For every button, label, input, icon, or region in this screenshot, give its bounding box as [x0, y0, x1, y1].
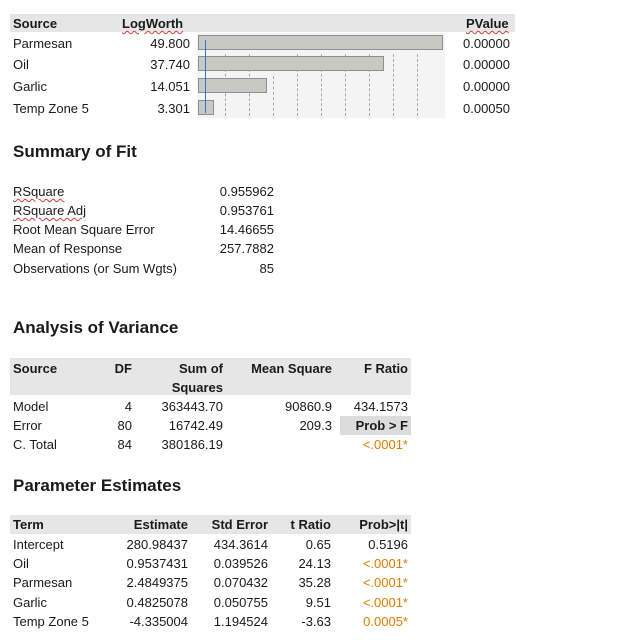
significance-reference-line — [205, 40, 206, 113]
fit-value-mean-response: 257.7882 — [219, 241, 274, 256]
pe-row-std-error: 434.3614 — [213, 537, 268, 552]
pe-row-t-ratio: 0.65 — [305, 537, 331, 552]
anova-row-ss: 380186.19 — [161, 437, 223, 452]
effect-row-source: Parmesan — [13, 36, 73, 51]
pe-row-std-error: 0.050755 — [213, 595, 268, 610]
logworth-bar-temp-zone-5 — [198, 100, 214, 115]
anova-row-df: 4 — [124, 399, 132, 414]
summary-of-fit-title: Summary of Fit — [13, 142, 137, 161]
effect-header-band — [10, 14, 515, 32]
pe-row-term: Oil — [13, 556, 29, 571]
fit-label-rmse: Root Mean Square Error — [13, 222, 155, 237]
anova-title: Analysis of Variance — [13, 318, 179, 337]
anova-header-ss-line1: Sum of — [178, 361, 223, 376]
pe-header-estimate: Estimate — [133, 517, 188, 532]
effect-row-pvalue: 0.00050 — [463, 101, 510, 116]
anova-row-ms: 209.3 — [299, 418, 332, 433]
bar-gridline — [393, 54, 394, 116]
anova-row-df: 84 — [117, 437, 132, 452]
effect-row-source: Garlic — [13, 79, 47, 94]
anova-header-source: Source — [13, 361, 58, 376]
effect-row-pvalue: 0.00000 — [463, 79, 510, 94]
anova-row-source: Model — [13, 399, 49, 414]
pe-row-t-ratio: 35.28 — [298, 575, 331, 590]
pe-header-prob-t: Prob>|t| — [359, 517, 408, 532]
logworth-bar-parmesan — [198, 35, 443, 50]
pe-row-estimate: 280.98437 — [126, 537, 188, 552]
pe-row-prob-t: <.0001* — [362, 556, 408, 571]
anova-row-ms: 90860.9 — [285, 399, 332, 414]
pe-header-term: Term — [13, 517, 44, 532]
effect-row-logworth: 3.301 — [157, 101, 190, 116]
pe-row-prob-t: <.0001* — [362, 575, 408, 590]
fit-label-observations: Observations (or Sum Wgts) — [13, 261, 177, 276]
fit-label-mean-response: Mean of Response — [13, 241, 123, 256]
pe-row-prob-t: 0.5196 — [368, 537, 408, 552]
anova-row-source: C. Total — [13, 437, 57, 452]
pe-row-std-error: 0.039526 — [213, 556, 268, 571]
fit-value-rsquare: 0.955962 — [219, 184, 274, 199]
pe-row-t-ratio: -3.63 — [301, 614, 331, 629]
fit-value-rsquare-adj: 0.953761 — [219, 203, 274, 218]
effect-row-source: Temp Zone 5 — [13, 101, 89, 116]
anova-row-source: Error — [13, 418, 42, 433]
logworth-bar-oil — [198, 56, 384, 71]
anova-row-ss: 363443.70 — [161, 399, 223, 414]
anova-header-ss-line2: Squares — [171, 380, 223, 395]
pe-row-prob-t: <.0001* — [362, 595, 408, 610]
anova-prob-f-value: <.0001* — [362, 437, 408, 452]
fit-label-rsquare-adj: RSquare Adj — [13, 203, 86, 218]
pe-row-std-error: 0.070432 — [213, 575, 268, 590]
pe-header-std-error: Std Error — [211, 517, 268, 532]
bar-gridline — [417, 54, 418, 116]
anova-row-df: 80 — [117, 418, 132, 433]
anova-header-ms: Mean Square — [251, 361, 332, 376]
parameter-estimates-title: Parameter Estimates — [13, 476, 182, 495]
effect-header-logworth: LogWorth — [122, 16, 184, 31]
pe-row-estimate: 2.4849375 — [126, 575, 188, 590]
pe-row-estimate: 0.4825078 — [126, 595, 188, 610]
bar-gridline — [273, 76, 274, 116]
pe-row-std-error: 1.194524 — [213, 614, 268, 629]
effect-header-pvalue: PValue — [466, 16, 509, 31]
logworth-bar-garlic — [198, 78, 267, 93]
anova-header-df: DF — [114, 361, 132, 376]
pe-row-t-ratio: 24.13 — [298, 556, 331, 571]
pe-row-estimate: -4.335004 — [129, 614, 188, 629]
pe-row-term: Parmesan — [13, 575, 73, 590]
anova-row-ss: 16742.49 — [168, 418, 223, 433]
pe-row-prob-t: 0.0005* — [363, 614, 408, 629]
effect-row-pvalue: 0.00000 — [463, 36, 510, 51]
anova-row-f: 434.1573 — [353, 399, 408, 414]
pe-row-estimate: 0.9537431 — [126, 556, 188, 571]
pe-row-term: Garlic — [13, 595, 47, 610]
effect-row-pvalue: 0.00000 — [463, 57, 510, 72]
effect-header-source: Source — [13, 16, 58, 31]
effect-row-logworth: 37.740 — [150, 57, 190, 72]
pe-row-term: Temp Zone 5 — [13, 614, 89, 629]
fit-value-rmse: 14.46655 — [219, 222, 274, 237]
fit-value-observations: 85 — [259, 261, 274, 276]
effect-row-logworth: 49.800 — [150, 36, 190, 51]
effect-row-source: Oil — [13, 57, 29, 72]
pe-header-t-ratio: t Ratio — [290, 517, 331, 532]
pe-row-term: Intercept — [13, 537, 64, 552]
pe-row-t-ratio: 9.51 — [305, 595, 331, 610]
anova-prob-f-label: Prob > F — [355, 418, 408, 433]
anova-header-f: F Ratio — [363, 361, 408, 376]
fit-label-rsquare: RSquare — [13, 184, 65, 199]
effect-row-logworth: 14.051 — [150, 79, 190, 94]
